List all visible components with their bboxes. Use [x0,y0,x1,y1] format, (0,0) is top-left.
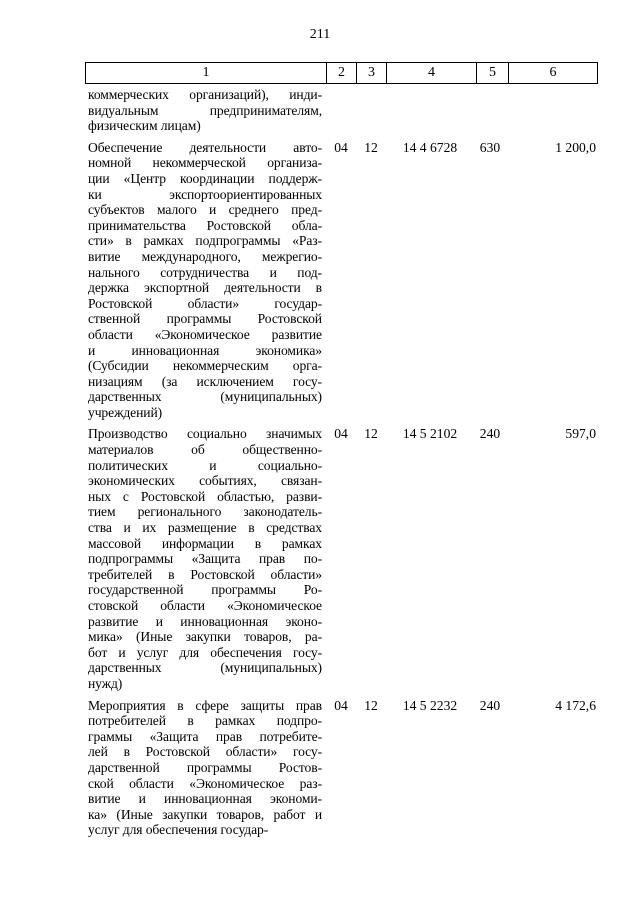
description-line: экономических событиях, связан- [88,473,322,489]
row-expense-type: 630 [479,139,501,155]
description-line: держка экспортной деятельности в [88,280,322,296]
table-row [88,140,598,421]
table-header [85,62,598,84]
description-line: витие и инновационная экономи- [88,791,322,807]
description-line: ственной программы Ростовской [88,311,322,327]
row-description [88,140,322,421]
description-line: (Субсидии некоммерческим орга- [88,358,322,374]
header-col-2: 2 [327,63,357,84]
description-line: услуг для обеспечения государ- [88,822,269,838]
description-line: видуальным предпринимателям, [88,102,322,118]
header-col-4: 4 [387,63,477,84]
row-amount: 597,0 [565,426,596,442]
description-line: ных с Ростовской областью, разви- [88,488,322,504]
description-line: Ростовской области» государ- [88,295,322,311]
description-line: Обеспечение деятельности авто- [88,139,322,155]
description-line: массовой информации в рамках [88,535,322,551]
table-row [88,426,598,691]
description-line: дарственной программы Ростов- [88,759,322,775]
description-line: коммерческих организаций), инди- [88,87,322,102]
header-col-5: 5 [477,63,509,84]
description-line: и инновационная экономика» [88,342,322,358]
header-col-3: 3 [357,63,387,84]
row-description [88,426,322,691]
description-line: государственной программы Ро- [88,582,322,598]
description-line: стовской области «Экономическое [88,598,322,613]
description-line: дарственных (муниципальных) [88,660,322,676]
description-line: принимательства Ростовской обла- [88,217,322,233]
description-line: сти» в рамках подпрограммы «Раз- [88,233,322,249]
row-description [88,698,322,838]
description-line: лей в Ростовской области» госу- [88,744,322,760]
description-line: ки экспортоориентированных [88,186,322,202]
table-row [88,87,598,134]
description-line: мика» (Иные закупки товаров, ра- [88,629,322,645]
description-line: подпрограммы «Защита прав по- [88,551,322,567]
table-row [88,698,598,838]
row-target-article: 14 4 6728 [402,139,458,155]
row-subsection: 12 [364,426,378,442]
description-line: требителей в Ростовской области» [88,566,322,582]
row-description [88,87,322,134]
description-line: области «Экономическое развитие [88,326,322,342]
description-line: ции «Центр координации поддерж- [88,170,322,186]
description-line: развитие и инновационная эконо- [88,613,322,629]
row-section: 04 [334,697,348,713]
page-number: 211 [309,27,331,42]
row-subsection: 12 [364,139,378,155]
description-line: нального сотрудничества и под- [88,264,322,280]
description-line: Производство социально значимых [88,426,322,442]
description-line: нужд) [88,675,123,691]
header-col-1: 1 [86,63,327,84]
description-line: субъектов малого и среднего пред- [88,202,322,218]
description-line: граммы «Защита прав потребите- [88,728,322,744]
description-line: витие международного, межрегио- [88,248,322,264]
row-expense-type: 240 [479,697,501,713]
description-line: низациям (за исключением госу- [88,373,322,389]
description-line: ской области «Экономическое раз- [88,775,322,791]
row-target-article: 14 5 2102 [402,426,458,442]
description-line: учреждений) [88,404,163,420]
row-amount: 4 172,6 [555,697,596,713]
header-col-6: 6 [509,63,598,84]
row-amount: 1 200,0 [555,139,596,155]
description-line: ка» (Иные закупки товаров, работ и [88,806,322,822]
description-line: материалов об общественно- [88,442,322,458]
row-section: 04 [334,139,348,155]
row-subsection: 12 [364,697,378,713]
description-line: ства и их размещение в средствах [88,520,322,536]
row-section: 04 [334,426,348,442]
description-line: дарственных (муниципальных) [88,389,322,405]
description-line: Мероприятия в сфере защиты прав [88,697,322,713]
row-target-article: 14 5 2232 [402,697,458,713]
table-body [88,87,598,844]
description-line: потребителей в рамках подпро- [88,713,322,729]
description-line: номной некоммерческой организа- [88,155,322,171]
description-line: тием регионального законодатель- [88,504,322,520]
description-line: политических и социально- [88,457,322,473]
description-line: физическим лицам) [88,118,201,134]
description-line: бот и услуг для обеспечения госу- [88,644,322,660]
row-expense-type: 240 [479,426,501,442]
